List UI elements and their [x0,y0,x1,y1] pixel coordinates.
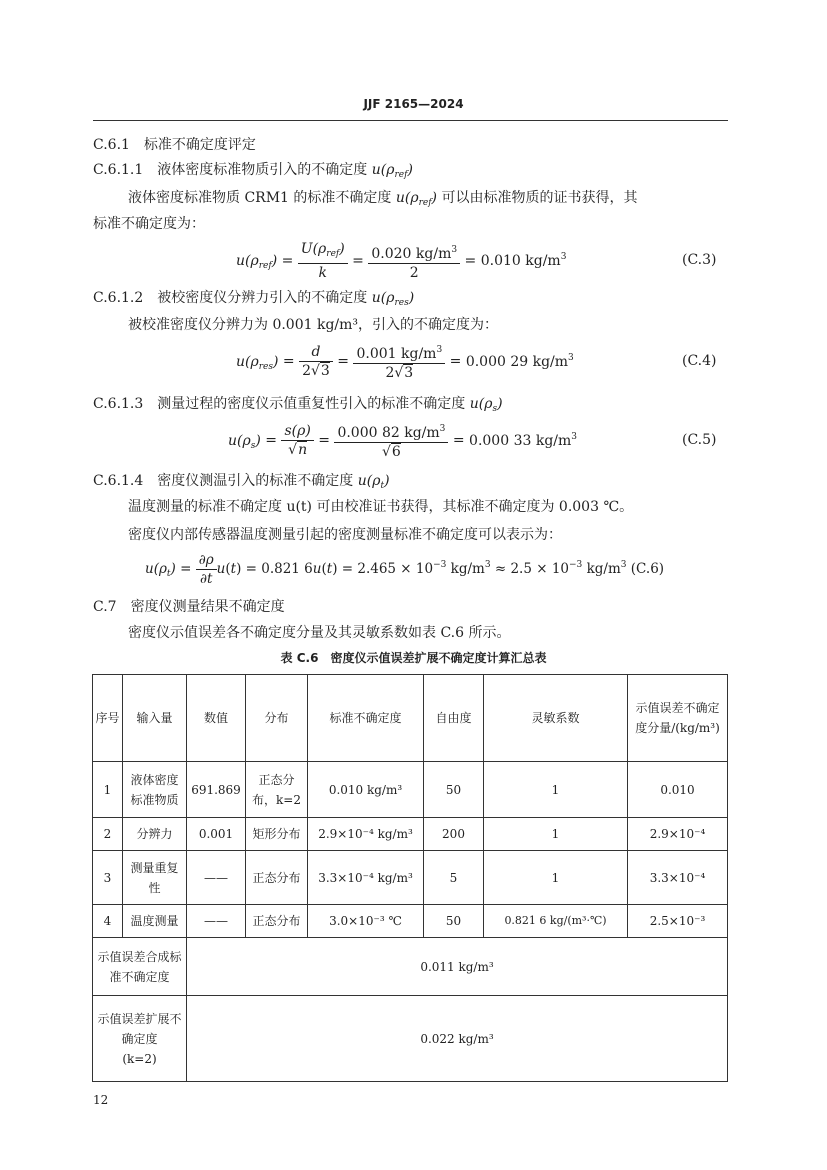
eq-c3-fraction2 [368,241,460,282]
eq-c4-result: 0.000 29 $kg/m^3$ [465,352,574,370]
c613-symbol: $u(\rho_s)$ [469,396,503,414]
header-cell: 灵敏系数 [484,675,628,762]
eq-c3-label: (C.3) [682,252,717,268]
table-header-row [93,675,728,762]
table-cell: —— [187,905,246,938]
equation-c3: $u(\rho_{ref})$ = $\frac{U(\rho_{ref})}{k}$ = $\frac{0.020 kg/m^3}{2}$ = 0.010 $kg/m^3$ [236,241,567,281]
eq-c3-lhs: $u(\rho_{ref})$ [236,253,278,271]
eq-c3-result: 0.010 $kg/m^3$ [480,252,567,269]
header-cell: 分布 [246,675,308,762]
table-cell: 691.869 [187,762,246,818]
eq-c5-fraction2 [334,420,448,461]
section-c613-title: C.6.1.3 测量过程的密度仪示值重复性引入的标准不确定度 [93,396,466,412]
c611-paragraph-line2: 标准不确定度为： [93,216,205,232]
expanded-uncertainty-value: 0.022 kg/m³ [187,996,728,1082]
eq-c5-num1: s(ρ) [281,422,313,441]
eq-c4-fraction2 [353,341,445,382]
section-c611-title: C.6.1.1 液体密度标准物质引入的不确定度 [93,162,368,178]
eq-c5-den2: √6 [382,444,401,460]
table-cell: 5 [424,851,484,905]
table-cell: 0.010 kg/m³ [308,762,424,818]
table-cell: 4 [93,905,123,938]
section-c612-heading [93,288,414,313]
eq-c5-den1: √n [288,442,308,458]
table-cell: 0.001 [187,818,246,851]
eq-c5-num2: 0.000 82 $kg/m^3$ [334,420,448,443]
eq-c4-label: (C.4) [682,353,717,369]
combined-uncertainty-label: 示值误差合成标准不确定度 [93,938,187,996]
section-c612-title: C.6.1.2 被校密度仪分辨力引入的不确定度 [93,290,368,306]
c611-body-start: 液体密度标准物质 CRM1 的标准不确定度 [128,190,392,206]
table-cell: 液体密度标准物质 [123,762,187,818]
section-c61-heading: C.6.1 标准不确定度评定 [93,137,256,153]
equation-c5: $u(\rho_s)$ = $\frac{s(\rho)}{√n}$ = $\frac{0.000 82 kg/m^3}{√6}$ = 0.000 33 $kg/m^3$ [228,420,577,461]
header-cell: 自由度 [424,675,484,762]
c612-paragraph: 被校准密度仪分辨力为 0.001 kg/m³，引入的不确定度为： [128,317,499,333]
eq-c3-num2: 0.020 $kg/m^3$ [368,241,460,264]
c611-body-end: 可以由标准物质的证书获得，其 [441,190,638,206]
table-cell: 1 [484,762,628,818]
section-c614-title: C.6.1.4 密度仪测温引入的标准不确定度 [93,473,354,489]
eq-c6-label: (C.6) [630,561,665,577]
equation-c4: $u(\rho_{res})$ = $\frac{d}{2√3}$ = $\frac{0.001 kg/m^3}{2√3}$ = 0.000 29 $kg/m^3$ [236,341,574,382]
table-cell: 1 [93,762,123,818]
eq-c6-lhs: $u(\rho_t)$ [145,561,176,579]
table-cell: 测量重复性 [123,851,187,905]
table-cell: 温度测量 [123,905,187,938]
header-cell: 序号 [93,675,123,762]
section-c614-heading [93,471,390,496]
eq-c6-num: ∂ρ [196,551,217,570]
uncertainty-summary-table [92,674,728,1082]
table-caption: 表 C.6 密度仪示值误差扩展不确定度计算汇总表 [280,651,547,665]
eq-c6-fraction [196,551,217,588]
eq-c6-tail: u(t) = 0.821 $6u(t) = 2.465 \times 10^{-3}$ $kg/m^3 \approx 2.5 \times 10^{-3}$ $kg/m^3$ [216,560,627,577]
table-cell: 3.3×10⁻⁴ [628,851,728,905]
table-row [93,762,728,818]
table-cell: 2.9×10⁻⁴ [628,818,728,851]
table-cell: 正态分布，k=2 [246,762,308,818]
page-number: 12 [93,1093,109,1107]
header-cell: 示值误差不确定度分量/(kg/m³) [628,675,728,762]
c612-symbol: $u(\rho_{res})$ [371,290,415,308]
eq-c3-den2: 2 [409,264,419,281]
c614-paragraph2: 密度仪内部传感器温度测量引起的密度测量标准不确定度可以表示为： [128,527,562,543]
c614-paragraph1: 温度测量的标准不确定度 u(t) 可由校准证书获得，其标准不确定度为 0.003 ℃。 [128,499,634,515]
table-cell: 1 [484,818,628,851]
table-cell: 分辨力 [123,818,187,851]
section-c611-heading [93,160,413,185]
c611-symbol: $u(\rho_{ref})$ [371,162,413,180]
expanded-uncertainty-label: 示值误差扩展不确定度 [97,1011,182,1046]
eq-c3-den1: k [318,265,327,281]
eq-c6-den: ∂t [199,571,213,587]
eq-c4-fraction1 [299,343,333,380]
table-cell: 2 [93,818,123,851]
header-cell: 标准不确定度 [308,675,424,762]
header-cell: 输入量 [123,675,187,762]
table-row-combined [93,938,728,996]
table-cell: 正态分布 [246,851,308,905]
table-cell: 3 [93,851,123,905]
table-cell: 2.9×10⁻⁴ kg/m³ [308,818,424,851]
expanded-uncertainty-k: (k=2) [122,1051,157,1066]
table-row-expanded [93,996,728,1082]
table-cell: 2.5×10⁻³ [628,905,728,938]
table-cell: 矩形分布 [246,818,308,851]
eq-c5-fraction1 [281,422,313,459]
table-cell: —— [187,851,246,905]
table-cell: 3.3×10⁻⁴ kg/m³ [308,851,424,905]
table-row [93,905,728,938]
eq-c4-lhs: $u(\rho_{res})$ [236,353,279,372]
expanded-uncertainty-label-cell [93,996,187,1082]
c7-paragraph: 密度仪示值误差各不确定度分量及其灵敏系数如表 C.6 所示。 [128,625,511,641]
table-cell: 1 [484,851,628,905]
eq-c5-result: 0.000 33 $kg/m^3$ [469,431,578,449]
table-cell: 200 [424,818,484,851]
combined-uncertainty-value: 0.011 kg/m³ [187,938,728,996]
eq-c5-lhs: $u(\rho_s)$ [228,432,261,451]
eq-c4-num2: 0.001 $kg/m^3$ [353,341,445,364]
table-cell: 正态分布 [246,905,308,938]
c611-inline-symbol: $u(\rho_{ref})$ [395,190,438,208]
equation-c6: $u(\rho_t)$ = $\frac{\partial\rho}{\partial t}$ u(t) = 0.821 $6u(t) = 2.465 \times 10^{-3}$ $kg/m^3 \approx 2.5 \times 10^{-3}$ $kg/m^3$ (C.6) [145,552,665,587]
eq-c4-num1: d [299,343,333,362]
table-row [93,818,728,851]
table-row [93,851,728,905]
header-cell: 数值 [187,675,246,762]
eq-c3-num1: $U(\rho_{ref})$ [298,240,348,264]
table-cell: 3.0×10⁻³ ℃ [308,905,424,938]
eq-c3-fraction1 [298,240,348,282]
table-cell: 0.821 6 kg/(m³·℃) [484,905,628,938]
section-c613-heading [93,394,503,419]
document-header: JJF 2165—2024 [363,97,464,111]
table-cell: 50 [424,905,484,938]
header-rule [93,120,728,121]
c611-paragraph-line1 [128,188,637,213]
section-c7-heading: C.7 密度仪测量结果不确定度 [93,599,285,615]
eq-c4-den2: 2√3 [385,365,414,381]
eq-c4-den1: 2√3 [302,363,330,379]
table-cell: 50 [424,762,484,818]
table-cell: 0.010 [628,762,728,818]
eq-c5-label: (C.5) [682,432,717,448]
c614-symbol: $u(\rho_t)$ [357,473,390,491]
